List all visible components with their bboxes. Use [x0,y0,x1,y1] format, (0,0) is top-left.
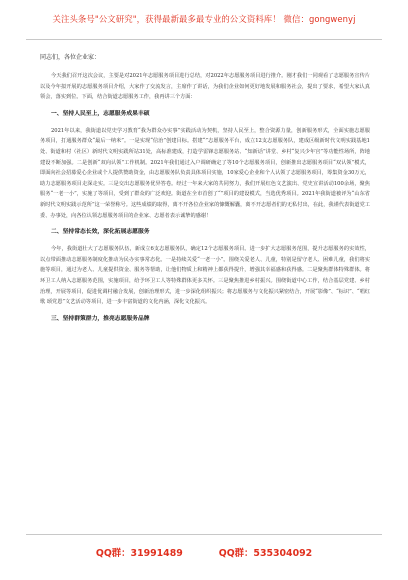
document-body [40,50,370,525]
greeting: 同志们，各位企业家： [40,54,101,61]
section-heading-1: 一、坚持人民至上，志愿服务成果丰硕 [51,110,150,117]
section-heading-2: 二、坚持常态长效，深化拓展志愿服务 [51,229,150,236]
footer-divider [26,534,382,535]
section-1-paragraph: 2021年以来，我街道以党史学习教育“我为群众办实事”实践活动为契机，坚持人民至上，整合资源力量，创新服务形式，全面实施志愿服务项目，打通服务群众“最后一纳米”。一是实现“信治”创建目标。搭建“”志愿服务平台，成立12支志愿服务队，建成区级新时代文明实践基地1处、街道和村（社区）新时代文明实践所站31处，高标准建成，打造学雷锋志愿服务站、“知新话”讲堂、乡村“复兴少年宫”等功能性场所，阵地建设不断加强。二是创新“双向认领”工作机制。2021年我们通过入户调研确定了等10个志愿服务项目，创新推出志愿服务项目“双认领”模式，即面向社会招募爱心企业或个人提供赞助资金，由志愿服务队负责具体项目实施，10家爱心企业和个人认领了志愿服务项目，筹集资金30万元，助力志愿服务项目走深走实。三是交出志愿服务优异答卷。经过一年来大家的共同努力，我们开展红色文艺演出、党史宣讲活动100余场，聚焦服务“一老一小”，实施了等项目，受到了群众的广泛欢迎。街道在全市首创了“”项目的建设模式，当选优秀项目。2021年我街道被评为“山东省新时代文明实践示范所”这一荣誉称号。这些成绩的取得，离不开各位企业家的慷慨解囊，离不开志愿者们的无私付出，在此，我谨代表街道党工委、办事处，向各位认领志愿服务项目的企业家、志愿者表示诚挚的感谢！ [40,127,370,219]
qq-group-2: QQ群：535304092 [218,548,313,559]
qq-group-1: QQ群：31991489 [95,548,183,559]
header-divider [26,39,382,40]
section-2-paragraph: 今年，我街道壮大了志愿服务队伍，新成立6支志愿服务队，确定12个志愿服务项目。进一步扩大志愿服务范围，提升志愿服务的实效性，以点带面推动志愿服务制度化推动为民办实事常态化。一是持续关爱“一老一小”。围绕关爱老人、儿童，特别是留守老人、困难儿童，我们将实施等项目，通过为老人、儿童提供资金、服务等帮助，让他们物质上和精神上都获得提升，增强其幸福感和获得感。二是聚焦群体特殊群体。将环卫工人纳入志愿服务范围，实施项目，给予环卫工人等特殊群体更多关怀。三是聚焦推进乡村振兴。围绕街道中心工作，结合基层党建、乡村治理，开展等项目，促进优调村融合发展，创新治理形式，进一步深化组织振兴；将志愿服务与文化振兴紧密结合，开展“影像”、“标识”、“唱红歌 颂党恩”文艺活动等项目，进一步丰富街道的文化内涵，深化文化振兴。 [40,246,370,306]
footer-contacts [0,537,408,567]
section-heading-3: 三、坚持群策群力，推亮志愿服务品牌 [51,315,150,322]
header-notice: 关注头条号"公文研究"，获得最新最多最专业的公文资料库！ 微信：gongwenyj [52,14,356,24]
intro-paragraph: 今天我们召开这次会议，主要是对2021年志愿服务项目进行总结，对2022年志愿服务项目进行推介。刚才我们一同观看了志愿服务宣传片以及今年拟开展的志愿服务项目介绍，大家作了交流发言，主席作了讲话，为我们企业如何更好地发展和服务社会，提出了要求，希望大家认真领会，落实到位。下面，结合街道志愿服务工作，我再讲三个方面： [40,73,370,101]
